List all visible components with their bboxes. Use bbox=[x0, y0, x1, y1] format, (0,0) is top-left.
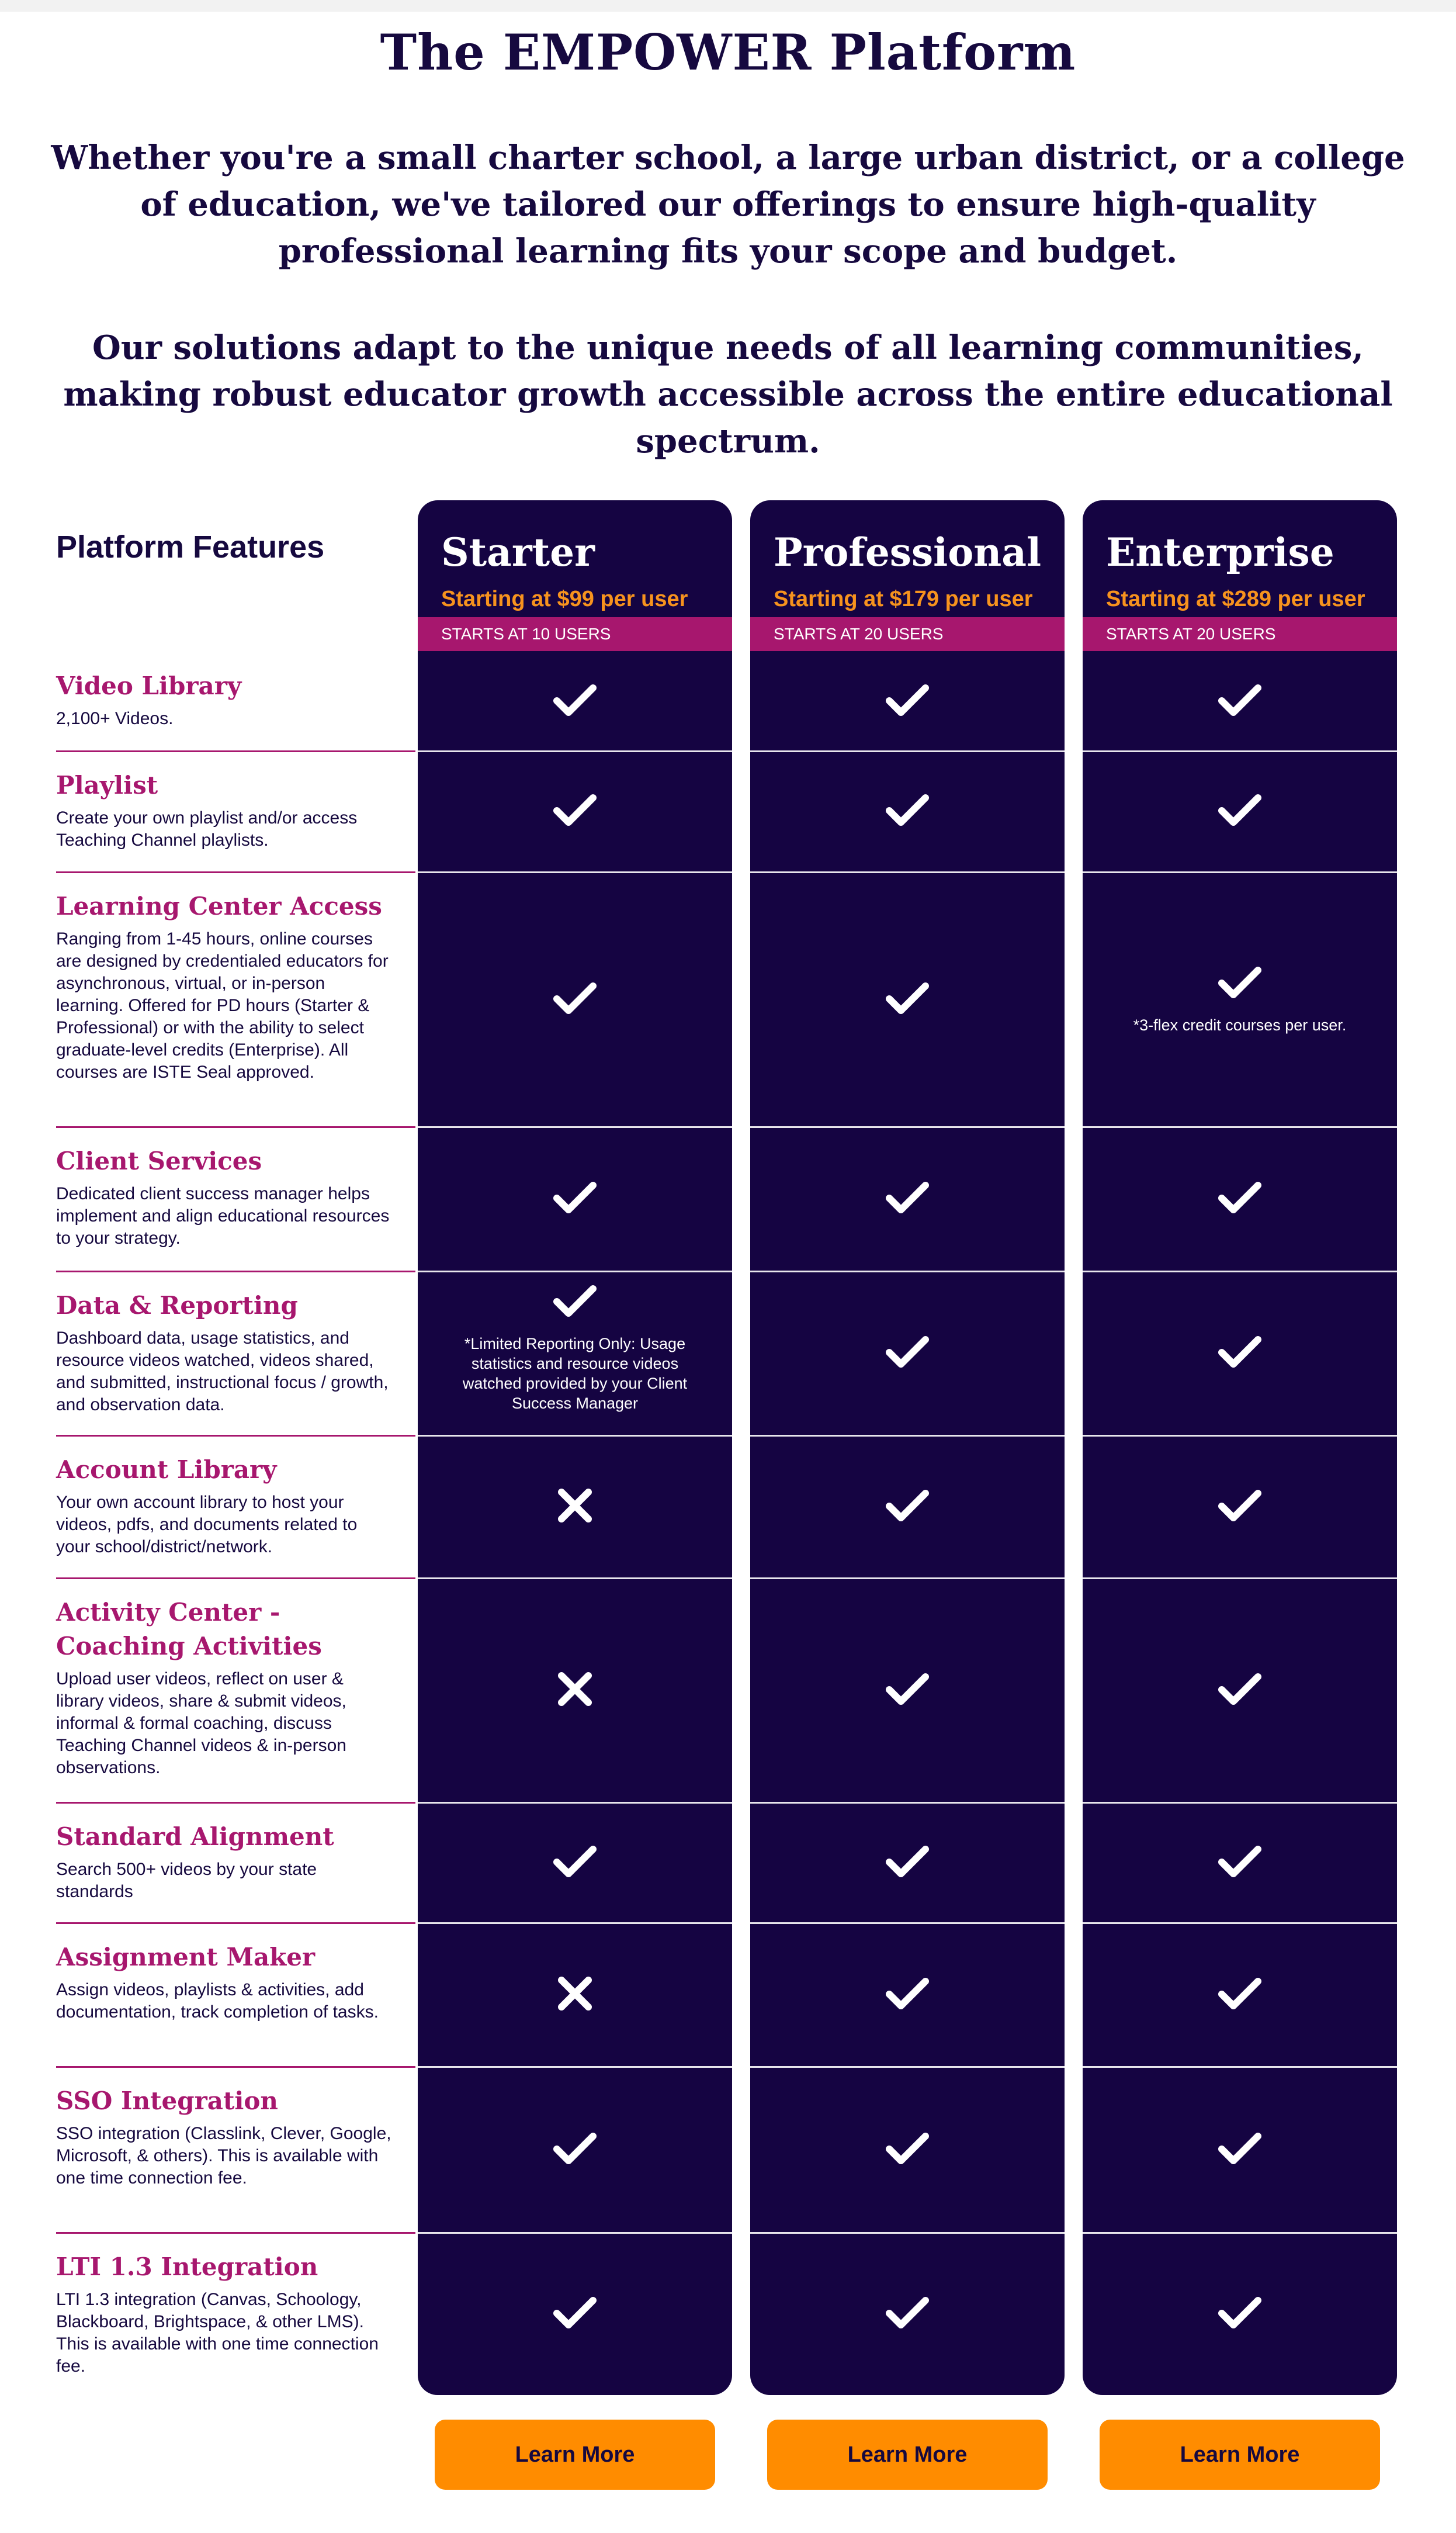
feature-cell bbox=[1083, 1802, 1397, 1923]
feature-name: LTI 1.3 Integration bbox=[56, 2252, 318, 2281]
check-icon bbox=[1217, 1179, 1263, 1219]
feature-cell bbox=[750, 1435, 1065, 1578]
feature-row-label bbox=[56, 669, 395, 730]
check-icon bbox=[885, 1975, 930, 2015]
check-icon bbox=[885, 792, 930, 831]
feature-row-label bbox=[56, 2084, 395, 2189]
check-icon bbox=[1217, 792, 1263, 831]
check-icon bbox=[1217, 1334, 1263, 1373]
feature-cell bbox=[418, 2233, 732, 2395]
feature-cell bbox=[750, 1127, 1065, 1271]
check-icon bbox=[1217, 1843, 1263, 1883]
feature-name: Account Library bbox=[56, 1455, 277, 1484]
feature-cell bbox=[750, 872, 1065, 1127]
learn-more-button-starter[interactable]: Learn More bbox=[435, 2420, 715, 2490]
feature-row-label bbox=[56, 1453, 395, 1558]
plan-price: Starting at $179 per user bbox=[774, 587, 1033, 611]
check-icon bbox=[552, 792, 598, 831]
plan-column-enterprise bbox=[1083, 500, 1397, 2395]
row-divider bbox=[56, 1802, 415, 1804]
feature-cell bbox=[418, 1127, 732, 1271]
check-icon bbox=[1217, 2295, 1263, 2334]
row-divider bbox=[56, 2066, 415, 2068]
feature-row-label bbox=[56, 1940, 395, 2023]
check-icon bbox=[885, 1843, 930, 1883]
row-divider bbox=[56, 2232, 415, 2234]
feature-cell bbox=[750, 1802, 1065, 1923]
plan-column-professional bbox=[750, 500, 1065, 2395]
learn-more-button-enterprise[interactable]: Learn More bbox=[1100, 2420, 1380, 2490]
features-heading: Platform Features bbox=[56, 530, 325, 565]
check-icon bbox=[885, 1671, 930, 1710]
check-icon bbox=[552, 1843, 598, 1883]
feature-note: *3-flex credit courses per user. bbox=[1133, 1016, 1347, 1034]
plan-name: Enterprise bbox=[1106, 530, 1334, 575]
check-icon bbox=[552, 2130, 598, 2169]
learn-more-button-professional[interactable]: Learn More bbox=[767, 2420, 1048, 2490]
check-icon bbox=[885, 2295, 930, 2334]
feature-cell bbox=[418, 1271, 732, 1435]
plan-price: Starting at $289 per user bbox=[1106, 587, 1365, 611]
close-icon bbox=[552, 1487, 598, 1527]
row-divider bbox=[56, 1126, 415, 1128]
feature-row-label bbox=[56, 1289, 395, 1416]
check-icon bbox=[1217, 2130, 1263, 2169]
feature-row-label bbox=[56, 1596, 395, 1779]
plan-header bbox=[1083, 500, 1397, 651]
check-icon bbox=[1217, 1671, 1263, 1710]
feature-name: Standard Alignment bbox=[56, 1822, 334, 1851]
plan-header bbox=[750, 500, 1065, 651]
feature-row-label bbox=[56, 1820, 395, 1903]
feature-description: 2,100+ Videos. bbox=[56, 709, 174, 728]
feature-cell bbox=[418, 872, 732, 1127]
plan-min-users: STARTS AT 20 USERS bbox=[1083, 617, 1397, 651]
row-divider bbox=[56, 871, 415, 873]
feature-cell bbox=[1083, 1127, 1397, 1271]
feature-row-label bbox=[56, 2250, 395, 2378]
feature-cell bbox=[418, 1435, 732, 1578]
feature-name: Video Library bbox=[56, 672, 242, 700]
intro-paragraph-1: Whether you're a small charter school, a large urban district, or a college of education, we've tailored our offerings to ensure high-quality professional learning fits your scope and budget. bbox=[51, 139, 1405, 271]
feature-cell bbox=[750, 751, 1065, 872]
check-icon bbox=[885, 1179, 930, 1219]
intro-paragraph-2: Our solutions adapt to the unique needs of all learning communities, making robust educator growth accessible across the entire educational spectrum. bbox=[63, 328, 1393, 461]
feature-name: Data & Reporting bbox=[56, 1291, 298, 1320]
plan-min-users: STARTS AT 20 USERS bbox=[750, 617, 1065, 651]
feature-cell bbox=[1083, 872, 1397, 1127]
feature-description: SSO integration (Classlink, Clever, Google, Microsoft, & others). This is available with one time connection fee. bbox=[56, 2124, 391, 2188]
feature-cell bbox=[750, 1923, 1065, 2067]
check-icon bbox=[552, 682, 598, 721]
feature-cell bbox=[418, 2067, 732, 2233]
close-icon bbox=[552, 1671, 598, 1710]
plan-header bbox=[418, 500, 732, 651]
row-divider bbox=[56, 1922, 415, 1924]
check-icon bbox=[885, 2130, 930, 2169]
check-icon bbox=[1217, 1487, 1263, 1527]
close-icon bbox=[552, 1975, 598, 2015]
feature-cell bbox=[1083, 1578, 1397, 1802]
check-icon bbox=[885, 980, 930, 1019]
check-icon bbox=[1217, 964, 1263, 1003]
feature-description: Create your own playlist and/or access Teaching Channel playlists. bbox=[56, 808, 358, 850]
row-divider bbox=[56, 750, 415, 752]
plan-name: Professional bbox=[774, 530, 1042, 575]
feature-description: Ranging from 1-45 hours, online courses are designed by credentialed educators for asynchronous, virtual, or in-person learning. Offered for PD hours (Starter & Professional) or with the ability to select graduate-level credits (Enterprise). All courses are ISTE Seal approved. bbox=[56, 929, 389, 1082]
feature-name: Activity Center - Coaching Activities bbox=[56, 1598, 322, 1660]
feature-name: Client Services bbox=[56, 1147, 262, 1175]
feature-description: Upload user videos, reflect on user & library videos, share & submit videos, informal & formal coaching, discuss Teaching Channel videos & in-person observations. bbox=[56, 1669, 346, 1777]
check-icon bbox=[552, 2295, 598, 2334]
row-divider bbox=[56, 1435, 415, 1437]
feature-row-label bbox=[56, 1144, 395, 1250]
feature-description: LTI 1.3 integration (Canvas, Schoology, Blackboard, Brightspace, & other LMS). This is available with one time connection fee. bbox=[56, 2290, 379, 2376]
plan-column-starter bbox=[418, 500, 732, 2395]
feature-name: Playlist bbox=[56, 771, 158, 800]
feature-description: Assign videos, playlists & activities, add documentation, track completion of tasks. bbox=[56, 1980, 379, 2022]
feature-name: Assignment Maker bbox=[56, 1943, 316, 1971]
feature-cell bbox=[418, 1923, 732, 2067]
check-icon bbox=[885, 1487, 930, 1527]
plan-name: Starter bbox=[441, 530, 595, 575]
check-icon bbox=[1217, 1975, 1263, 2015]
feature-note: *Limited Reporting Only: Usage statistics and resource videos watched provided by your Client Success Manager bbox=[462, 1335, 688, 1412]
plan-price: Starting at $99 per user bbox=[441, 587, 688, 611]
feature-name: Learning Center Access bbox=[56, 892, 382, 921]
page-title: The EMPOWER Platform bbox=[380, 23, 1076, 81]
feature-cell bbox=[750, 2233, 1065, 2395]
top-bar bbox=[0, 0, 1456, 12]
feature-cell bbox=[1083, 1435, 1397, 1578]
feature-cell bbox=[1083, 1271, 1397, 1435]
feature-cell bbox=[418, 652, 732, 751]
feature-cell bbox=[418, 1578, 732, 1802]
check-icon bbox=[885, 682, 930, 721]
feature-row-label bbox=[56, 890, 395, 1084]
plan-min-users: STARTS AT 10 USERS bbox=[418, 617, 732, 651]
feature-cell bbox=[1083, 2067, 1397, 2233]
check-icon bbox=[1217, 682, 1263, 721]
feature-description: Search 500+ videos by your state standards bbox=[56, 1860, 317, 1901]
feature-name: SSO Integration bbox=[56, 2086, 278, 2115]
feature-description: Dashboard data, usage statistics, and resource videos watched, videos shared, and submitted, instructional focus / growth, and observation data. bbox=[56, 1328, 389, 1414]
feature-description: Dedicated client success manager helps implement and align educational resources to your strategy. bbox=[56, 1184, 390, 1248]
feature-cell bbox=[418, 751, 732, 872]
row-divider bbox=[56, 1271, 415, 1272]
feature-cell bbox=[750, 1578, 1065, 1802]
feature-cell bbox=[418, 1802, 732, 1923]
check-icon bbox=[552, 980, 598, 1019]
check-icon bbox=[552, 1179, 598, 1219]
row-divider bbox=[56, 1577, 415, 1579]
feature-cell bbox=[1083, 1923, 1397, 2067]
check-icon bbox=[885, 1334, 930, 1373]
feature-row-label bbox=[56, 769, 395, 852]
feature-cell bbox=[1083, 652, 1397, 751]
feature-cell bbox=[750, 2067, 1065, 2233]
feature-cell bbox=[1083, 751, 1397, 872]
check-icon bbox=[552, 1283, 598, 1322]
feature-cell bbox=[750, 1271, 1065, 1435]
feature-description: Your own account library to host your videos, pdfs, and documents related to your school/district/network. bbox=[56, 1493, 358, 1556]
feature-cell bbox=[1083, 2233, 1397, 2395]
feature-cell bbox=[750, 652, 1065, 751]
